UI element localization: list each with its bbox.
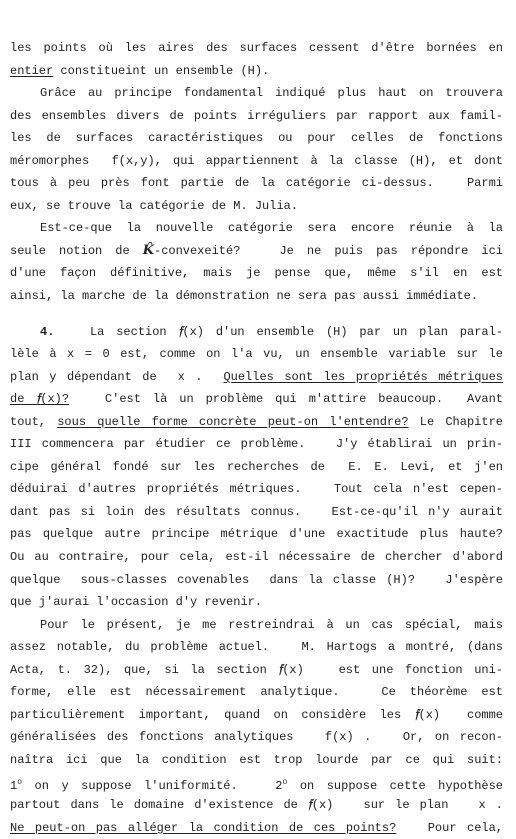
text-line (10, 240, 503, 263)
underlined-question: sous quelle forme concrète peut-on l'entendre? (57, 414, 409, 429)
text-line: déduirai d'autres propriétés métriques. Tout cela n'est cepen- (10, 482, 503, 497)
text-fragment: Acta, t. 32), que, si la section (10, 662, 279, 677)
text-line: III commencera par étudier ce problème. J'y établirai un prin- (10, 437, 503, 452)
text-fragment: Pour cela, (396, 820, 503, 835)
section-number: 4. (40, 324, 55, 339)
underlined-question (10, 392, 69, 406)
text-fragment: on y suppose l'uniformité. (22, 778, 276, 793)
text-line: Grâce au principe fondamental indiqué plus haut on trouvera (40, 86, 503, 101)
section-function-symbol: 𝔣 (178, 323, 183, 339)
text-line: les points où les aires des surfaces cessent d'être bornées en (10, 41, 503, 55)
text-fragment: partout dans le domaine d'existence de (10, 798, 308, 813)
text-fragment: C'est là un problème qui m'attire beaucoup. Avant (69, 392, 503, 407)
degree-mark: o (282, 777, 288, 787)
text-fragment: tout, (10, 414, 58, 429)
text-line (10, 60, 503, 83)
text-fragment: (x) sur le plan x . (311, 798, 503, 813)
underlined-question: Ne peut-on pas alléger la condition de ces points? (10, 820, 397, 835)
text-line: eux, se trouve la catégorie de M. Julia. (10, 198, 299, 213)
text-fragment: (x) d'un ensemble (H) par un plan paral- (182, 324, 503, 339)
text-fragment: seule notion de (10, 243, 143, 258)
text-line: Pour le présent, je me restreindrai à un cas spécial, mais (40, 617, 503, 632)
text-fragment: de (10, 392, 25, 407)
text-line: naîtra ici que la condition est trop lourde par ce qui suit: (10, 752, 503, 767)
text-fragment: on suppose cette hypothèse (287, 778, 503, 793)
text-fragment: La section (54, 324, 179, 339)
text-line: les de surfaces caractéristiques ou pour celles de fonctions (10, 131, 503, 146)
text-line (10, 772, 503, 795)
text-line (10, 704, 503, 727)
text-line (10, 366, 503, 389)
text-line: ainsi, la marche de la démonstration ne sera pas aussi immédiate. (10, 289, 479, 304)
text-fragment: (x) comme (418, 707, 503, 722)
convexity-symbol: K̂ (142, 242, 154, 258)
text-line (10, 794, 503, 817)
text-line: Est-ce-que la nouvelle catégorie sera encore réunie à la (40, 221, 503, 236)
text-fragment: plan y dépendant de x . (10, 369, 224, 384)
text-line: généralisées des fonctions analytiques f(x) . Or, on recon- (10, 730, 503, 745)
text-line: forme, elle est nécessairement analytique. Ce théorème est (10, 685, 503, 700)
text-fragment: particulièrement important, quand on considère les (10, 707, 415, 722)
text-fragment: Le Chapitre (408, 414, 503, 429)
text-line (10, 659, 503, 682)
text-line: dant pas si loin des résultats connus. Est-ce-qu'il n'y aurait (10, 504, 503, 519)
text-line: pas quelque autre principe métrique d'une exactitude plus haute? (10, 527, 503, 542)
enumeration-number: 1 (10, 778, 18, 793)
section-function-symbol: 𝔣 (414, 706, 419, 722)
document-page (10, 37, 503, 839)
section-function-symbol: 𝔣 (278, 661, 283, 677)
section-function-symbol: 𝔣 (307, 797, 312, 813)
text-line (10, 411, 503, 434)
text-line: lèle à x = 0 est, comme on l'a vu, un ensemble variable sur le (10, 347, 503, 362)
text-line: que j'aurai l'occasion d'y revenir. (10, 595, 263, 610)
text-line: méromorphes f(x,y), qui appartiennent à la classe (H), et dont (10, 153, 503, 168)
underlined-question: Quelles sont les propriétés métriques (223, 369, 503, 384)
text-line: quelque sous-classes covenables dans la classe (H)? J'espère (10, 572, 503, 587)
text-line: des ensembles divers de points irréguliers par rapport aux famil- (10, 108, 503, 123)
underlined-word: entier (10, 63, 54, 78)
section-heading-line (10, 321, 503, 344)
text-fragment: (x) est une fonction uni- (282, 662, 503, 677)
text-line (10, 817, 503, 839)
text-fragment: -convexeité? Je ne puis pas répondre ici (154, 243, 503, 258)
text-line (10, 388, 503, 411)
text-line: Ou au contraire, pour cela, est-il nécessaire de chercher d'abord (10, 550, 503, 565)
text-fragment: constitueint un ensemble (H). (53, 63, 270, 78)
text-line: assez notable, du problème actuel. M. Hartogs a montré, (dans (10, 640, 503, 655)
degree-mark: o (17, 777, 23, 787)
enumeration-number: 2 (275, 778, 283, 793)
section-function-symbol: 𝔣 (36, 391, 41, 407)
text-line: tous à peu près font partie de la catégorie ci-dessus. Parmi (10, 176, 503, 191)
text-line: d'une façon définitive, mais je pense que, même s'il en est (10, 266, 503, 281)
text-fragment: (x)? (40, 392, 70, 407)
text-line: cipe général fondé sur les recherches de E. E. Levi, et j'en (10, 459, 503, 474)
